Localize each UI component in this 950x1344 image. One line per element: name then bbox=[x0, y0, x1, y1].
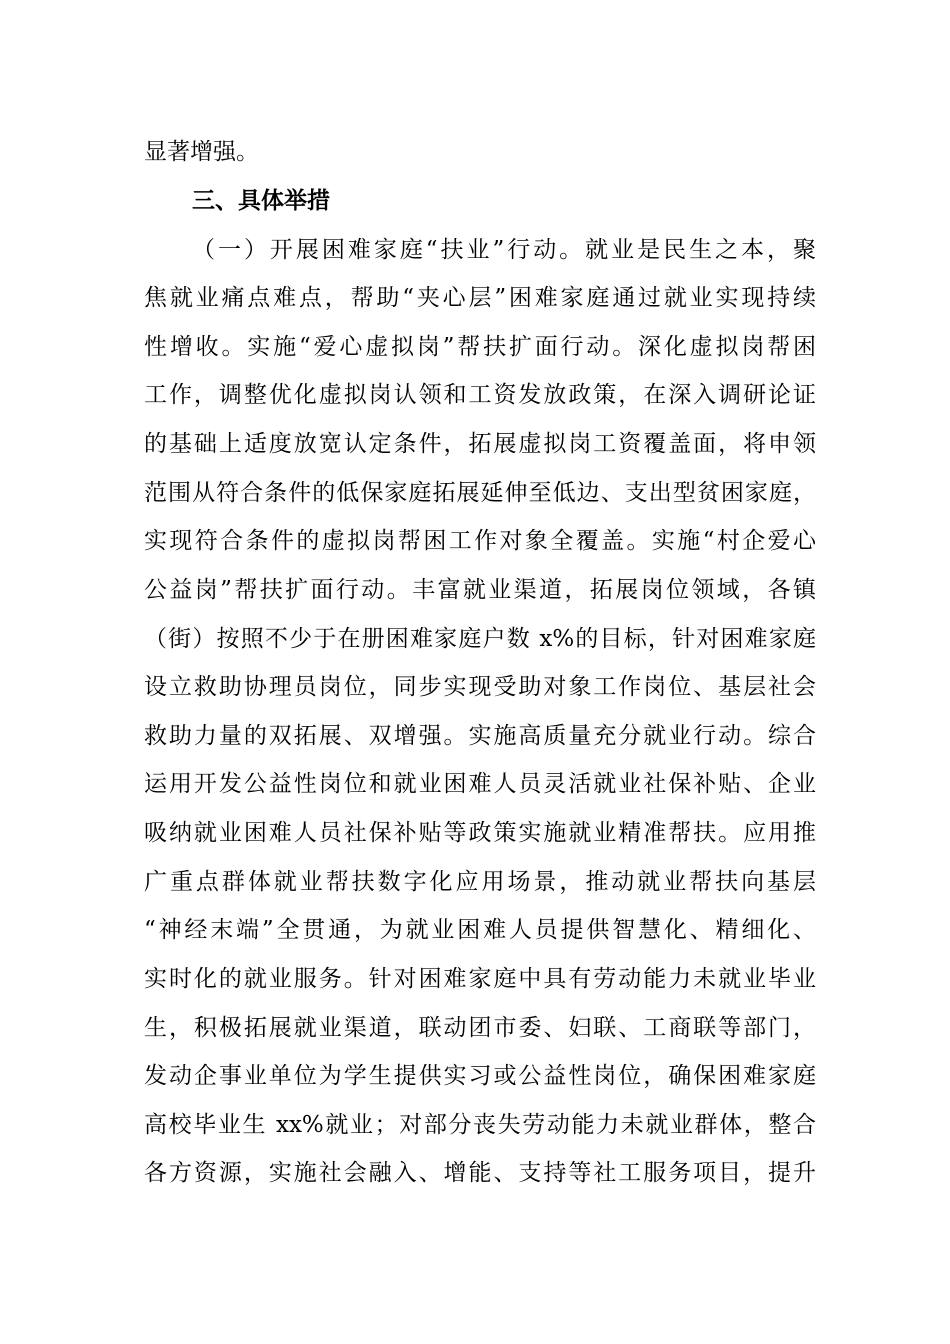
body-line: 各方资源，实施社会融入、增能、支持等社工服务项目，提升 bbox=[144, 1160, 816, 1186]
body-line: 工作，调整优化虚拟岗认领和工资发放政策，在深入调研论证 bbox=[144, 382, 816, 408]
body-line: 发动企事业单位为学生提供实习或公益性岗位，确保困难家庭 bbox=[144, 1063, 816, 1089]
body-line: 吸纳就业困难人员社保补贴等政策实施就业精准帮扶。应用推 bbox=[144, 820, 816, 846]
body-line: 范围从符合条件的低保家庭拓展延伸至低边、支出型贫困家庭， bbox=[144, 480, 816, 506]
body-line: 高校毕业生 xx%就业；对部分丧失劳动能力未就业群体，整合 bbox=[144, 1112, 816, 1138]
body-line: “神经末端”全贯通，为就业困难人员提供智慧化、精细化、 bbox=[144, 917, 816, 943]
body-line: 救助力量的双拓展、双增强。实施高质量充分就业行动。综合 bbox=[144, 723, 816, 749]
body-line: 焦就业痛点难点，帮助“夹心层”困难家庭通过就业实现持续 bbox=[144, 285, 816, 311]
body-line: 运用开发公益性岗位和就业困难人员灵活就业社保补贴、企业 bbox=[144, 771, 816, 797]
body-line: （街）按照不少于在册困难家庭户数 x%的目标，针对困难家庭 bbox=[144, 626, 816, 652]
section-heading: 三、具体举措 bbox=[192, 187, 330, 214]
body-line: 实现符合条件的虚拟岗帮困工作对象全覆盖。实施“村企爱心 bbox=[144, 528, 816, 554]
body-line: 生，积极拓展就业渠道，联动团市委、妇联、工商联等部门， bbox=[144, 1015, 816, 1041]
body-line: 性增收。实施“爱心虚拟岗”帮扶扩面行动。深化虚拟岗帮困 bbox=[144, 334, 816, 360]
body-line: 实时化的就业服务。针对困难家庭中具有劳动能力未就业毕业 bbox=[144, 966, 816, 992]
paragraph-tail-line: 显著增强。 bbox=[144, 139, 259, 165]
body-line: 广重点群体就业帮扶数字化应用场景，推动就业帮扶向基层 bbox=[144, 869, 816, 895]
body-line: 的基础上适度放宽认定条件，拓展虚拟岗工资覆盖面，将申领 bbox=[144, 431, 816, 457]
body-line: 公益岗”帮扶扩面行动。丰富就业渠道，拓展岗位领域，各镇 bbox=[144, 577, 816, 603]
body-line: 设立救助协理员岗位，同步实现受助对象工作岗位、基层社会 bbox=[144, 674, 816, 700]
body-line: （一）开展困难家庭“扶业”行动。就业是民生之本，聚 bbox=[192, 237, 816, 263]
